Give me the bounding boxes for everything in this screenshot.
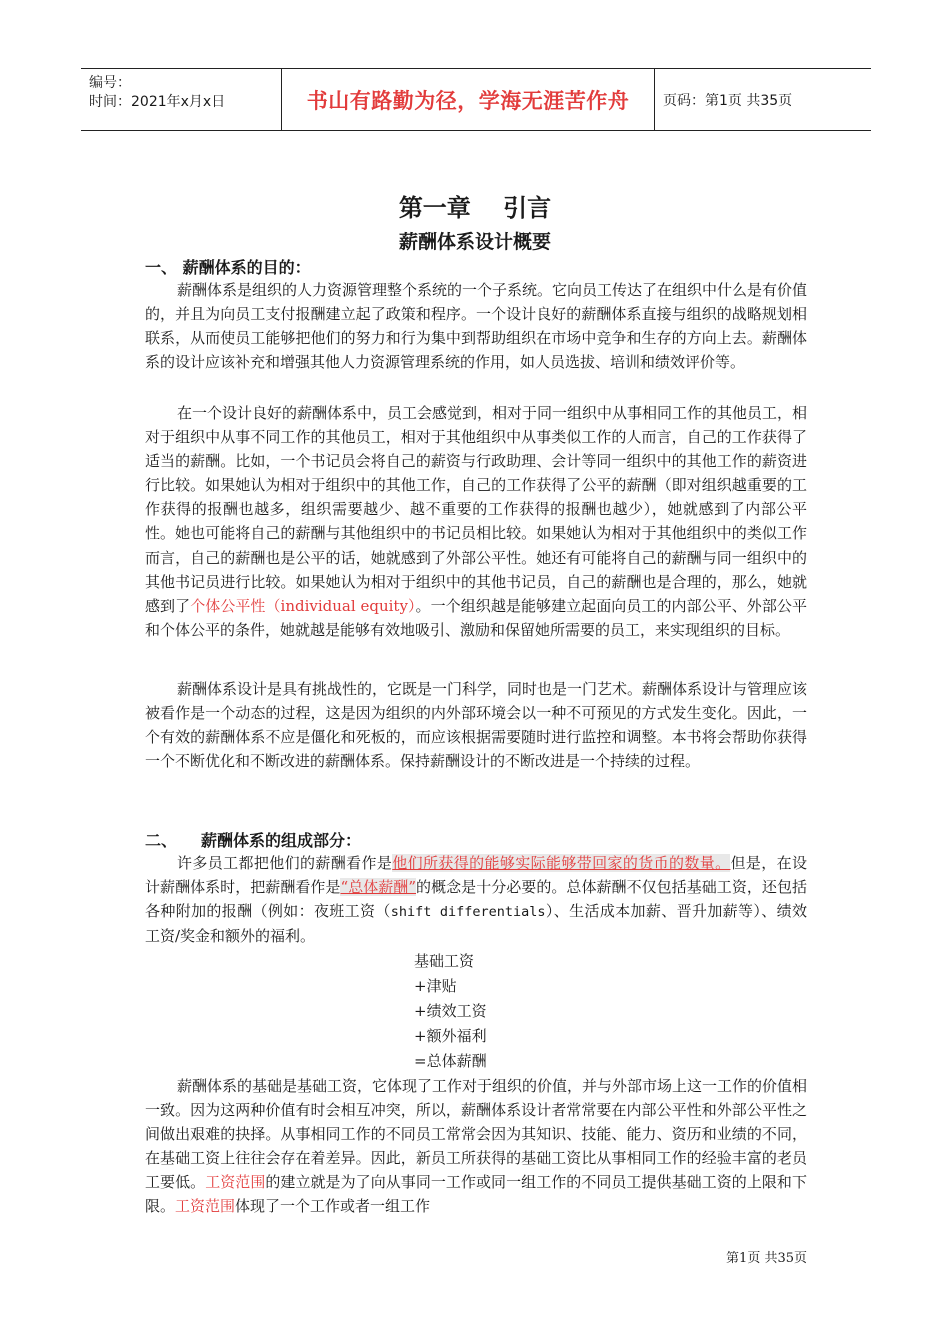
pay-range-term: 工资范围 xyxy=(175,1197,236,1216)
section2-paragraph2 xyxy=(145,1074,807,1219)
section2-p2-text-c: 体现了一个工作或者一组工作 xyxy=(235,1197,431,1216)
section1-heading: 一、 薪酬体系的目的： xyxy=(145,258,311,277)
subtitle: 薪酬体系设计概要 xyxy=(398,231,551,253)
number-label: 编号： xyxy=(89,75,131,91)
section2-p1-text-a: 许多员工都把他们的薪酬看作是 xyxy=(177,854,393,872)
header-meta-cell xyxy=(81,69,282,130)
header-motto-cell xyxy=(282,69,655,130)
section1-paragraph3: 薪酬体系设计是具有挑战性的，它既是一门科学，同时也是一门艺术。薪酬体系设计与管理应该被看作是一个动态的过程，这是因为组织的内外部环境会以一种不可预见的方式发生变化。因此，一个有效的薪酬体系不应是僵化和死板的，而应该根据需要随时进行监控和调整。本书将会帮助你获得一个不断优化和不断改进的薪酬体系。保持薪酬设计的不断改进是一个持续的过程。 xyxy=(145,680,808,771)
shift-differentials-term: shift differentials xyxy=(390,904,546,921)
section2-p1-text-d: ）、生活成本加薪、晋升加薪等）、绩效工资/奖金和额外的福利。 xyxy=(145,902,807,946)
page-label: 页码：第1页 共35页 xyxy=(663,92,793,109)
section2-p1-text-b: 但是，在设计薪酬体系时，把薪酬看作是 xyxy=(145,854,807,897)
section2-p2-text-a: 薪酬体系的基础是基础工资，它体现了工作对于组织的价值，并与外部市场上这一工作的价值相一致。因为这两种价值有时会相互冲突，所以，薪酬体系设计者常常要在内部公平性和外部公平性之间做出艰难的抉择。从事相同工作的不同员工常常会因为其知识、技能、能力、资历和业绩的不同，在基础工资上往往会存在着差异。因此，新员工所获得的基础工资比从事相同工作的经验丰富的老员工要低。 xyxy=(145,1077,808,1192)
section1-p2-text-b: 。一个组织越是能够建立起面向员工的内部公平、外部公平和个体公平的条件，她就越是能够有效地吸引、激励和保留她所需要的员工，来实现组织的目标。 xyxy=(145,596,807,639)
compensation-formula xyxy=(414,949,487,1074)
date-label: 时间：2021年x月x日 xyxy=(89,94,226,110)
formula-line: +额外福利 xyxy=(414,1027,487,1045)
total-compensation-highlight: “总体薪酬” xyxy=(340,878,417,897)
section2-paragraph1 xyxy=(145,851,807,948)
page-footer: 第1页 共35页 xyxy=(726,1251,807,1266)
take-home-pay-highlight: 他们所获得的能够实际能够带回家的货币的数量。 xyxy=(392,854,731,872)
chapter-title: 第一章 引言 xyxy=(398,194,552,222)
formula-line: 基础工资 xyxy=(414,952,475,970)
section1-paragraph1: 薪酬体系是组织的人力资源管理整个系统的一个子系统。它向员工传达了在组织中什么是有价值的，并且为向员工支付报酬建立起了政策和程序。一个设计良好的薪酬体系直接与组织的战略规划相联系，从而使员工能够把他们的努力和行为集中到帮助组织在市场中竞争和生存的方向上去。薪酬体系的设计应该补充和增强其他人力资源管理系统的作用，如人员选拔、培训和绩效评价等。 xyxy=(145,281,808,372)
document-header xyxy=(81,68,871,131)
formula-line: +津贴 xyxy=(414,977,457,995)
section2-p1-text-c: 的概念是十分必要的。总体薪酬不仅包括基础工资，还包括各种附加的报酬（例如：夜班工资（ xyxy=(145,878,807,921)
formula-line: +绩效工资 xyxy=(414,1002,487,1020)
section2-heading: 二、 薪酬体系的组成部分： xyxy=(145,831,362,850)
individual-equity-term: 个体公平性（individual equity） xyxy=(190,596,416,615)
header-page-cell xyxy=(655,69,871,130)
section1-paragraph2 xyxy=(145,401,807,642)
pay-range-term: 工资范围 xyxy=(205,1173,266,1192)
formula-line: =总体薪酬 xyxy=(414,1052,487,1070)
motto: 书山有路勤为径，学海无涯苦作舟 xyxy=(306,88,630,113)
section2-p2-text-b: 的建立就是为了向从事同一工作或同一组工作的不同员工提供基础工资的上限和下限。 xyxy=(145,1173,807,1216)
section1-p2-text-a: 在一个设计良好的薪酬体系中，员工会感觉到，相对于同一组织中从事相同工作的其他员工，相对于组织中从事不同工作的其他员工，相对于其他组织中从事类似工作的人而言，自己的工作获得了适当的薪酬。比如，一个书记员会将自己的薪资与行政助理、会计等同一组织中的其他工作的薪资进行比较。如果她认为相对于组织中的其他工作，自己的工作获得了公平的薪酬（即对组织越重要的工作获得的报酬也越多，组织需要越少、越不重要的工作获得的报酬也越少），她就感到了内部公平性。她也可能将自己的薪酬与其他组织中的书记员相比较。如果她认为相对于其他组织中的类似工作而言，自己的薪酬也是公平的话，她就感到了外部公平性。她还有可能将自己的薪酬与同一组织中的其他书记员进行比较。如果她认为相对于组织中的其他书记员，自己的薪酬也是合理的，那么，她就感到了 xyxy=(145,404,808,615)
